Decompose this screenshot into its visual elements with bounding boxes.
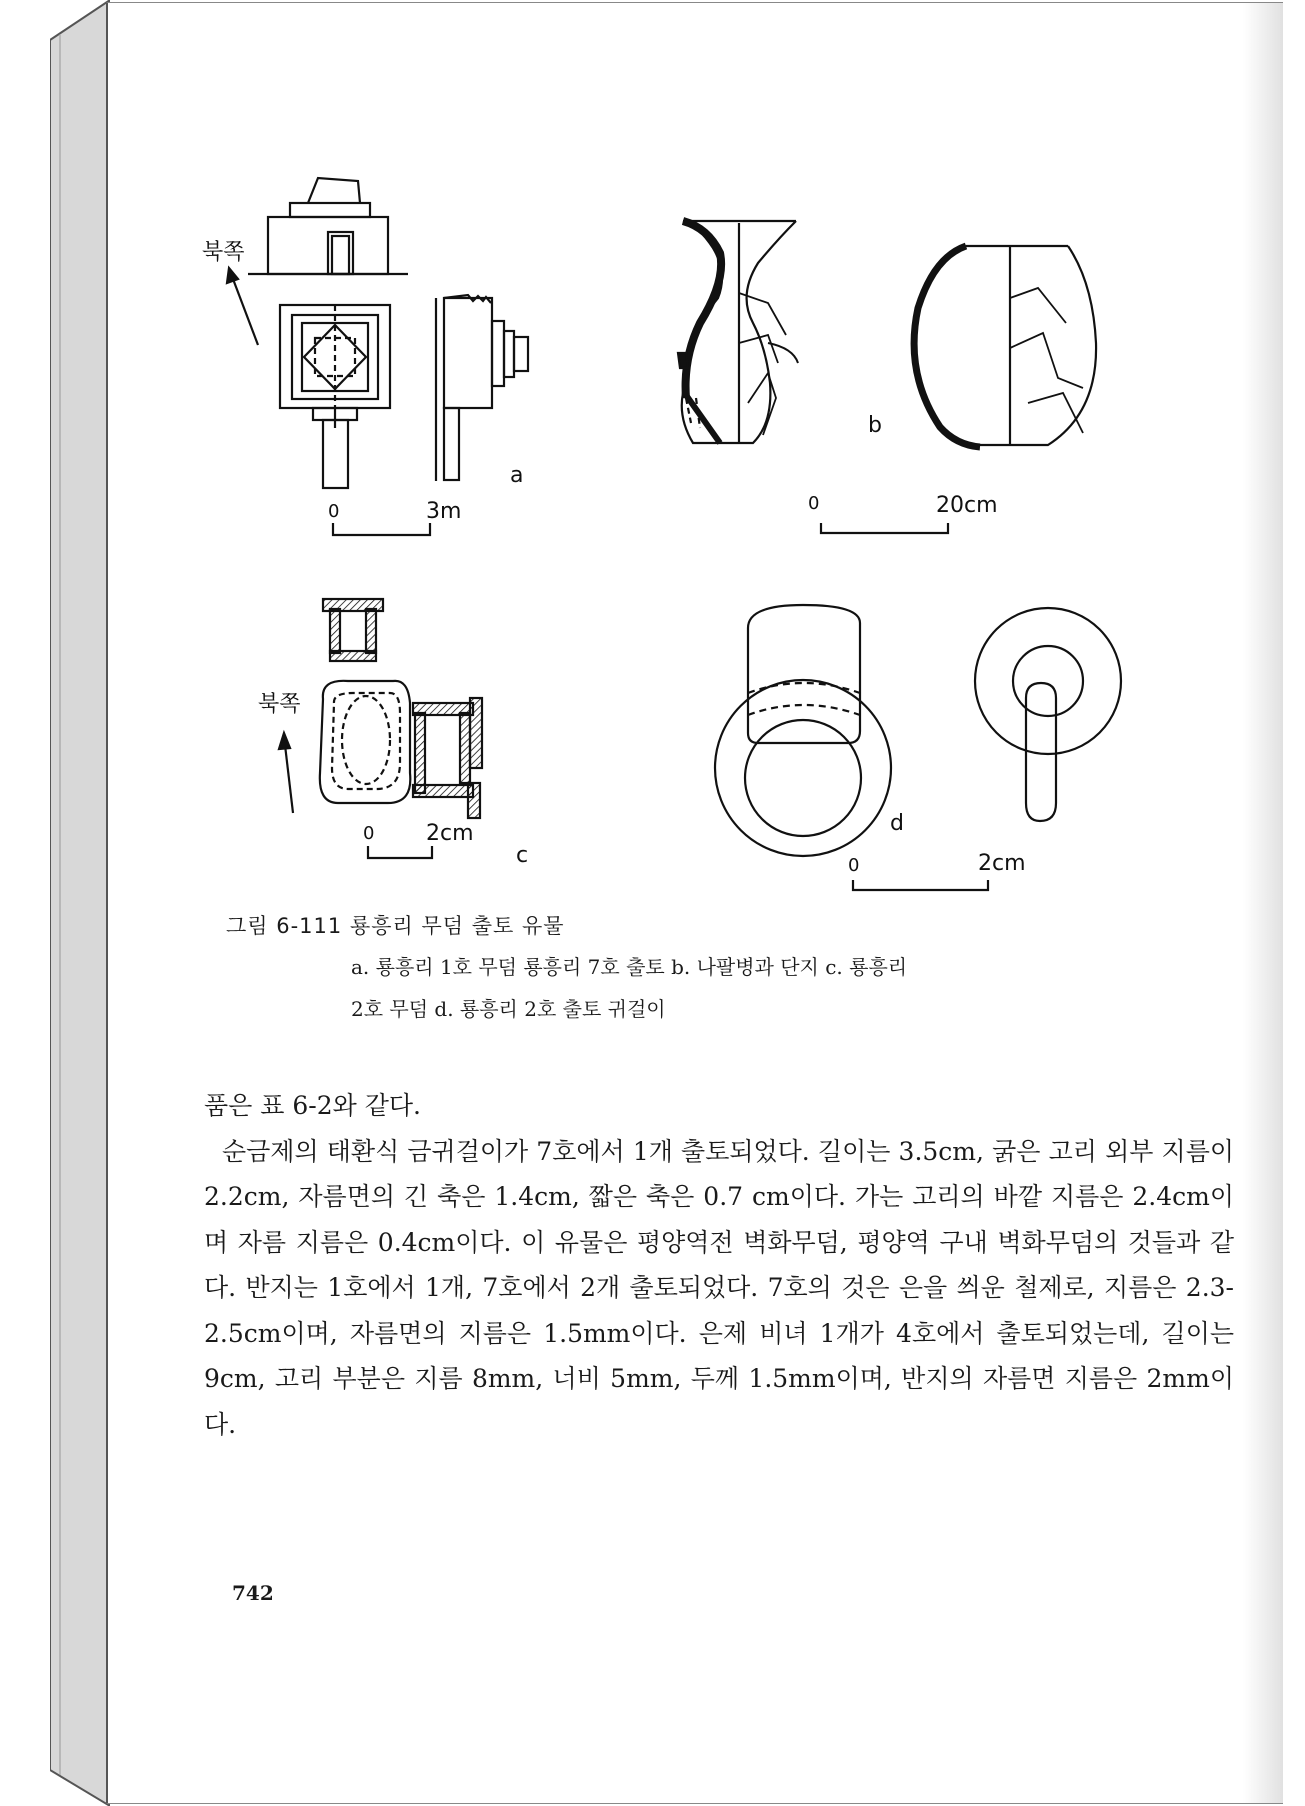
scale-d-end: 2cm (978, 851, 1026, 876)
scale-b-start: 0 (808, 493, 820, 514)
north-label-a: 북쪽 (202, 240, 245, 265)
earring-d (715, 605, 1121, 890)
panel-label-d: d (890, 811, 904, 836)
paragraph-1: 품은 표 6-2와 같다. (204, 1091, 421, 1120)
panel-label-b: b (868, 413, 882, 438)
scale-d-start: 0 (848, 855, 860, 876)
book-page (106, 2, 1283, 1804)
scale-a-start: 0 (328, 501, 340, 522)
body-text (204, 1083, 1234, 1447)
scale-c-end: 2cm (426, 821, 474, 846)
panel-label-a: a (510, 463, 524, 488)
book-spine (50, 0, 110, 1806)
caption-line-1: a. 룡흥리 1호 무덤 룡흥리 7호 출토 b. 나팔병과 단지 c. 룡흥리 (351, 955, 908, 979)
tomb-plan-a (227, 178, 528, 535)
figure-drawings (108, 3, 1283, 903)
paragraph-2: 순금제의 태환식 금귀걸이가 7호에서 1개 출토되었다. 길이는 3.5cm, 굵은 고리 외부 지름이 2.2cm, 자름면의 긴 축은 1.4cm, 짧은 축은 0.7 cm이다. 가는 고리의 바깥 지름은 2.4cm이며 자름 지름은 0.4cm이다. 이 유물은 평양역전 벽화무덤, 평양역 구내 벽화무덤의 것들과 같다. 반지는 1호에서 1개, 7호에서 2개 출토되었다. 7호의 것은 은을 씌운 철제로, 지름은 2.3-2.5cm이며, 자름면의 지름은 1.5mm이다. 은제 비녀 1개가 4호에서 출토되었는데, 길이는 9cm, 고리 부분은 지름 8mm, 너비 5mm, 두께 1.5mm이며, 반지의 자름면 지름은 2mm이다. (204, 1136, 1234, 1439)
caption-line-2: 2호 무덤 d. 룡흥리 2호 출토 귀걸이 (351, 997, 666, 1021)
figure-caption-body (351, 946, 1171, 1030)
scale-a-end: 3m (426, 499, 462, 524)
scale-c-start: 0 (363, 823, 375, 844)
panel-label-c: c (516, 843, 529, 868)
figure-caption-title: 그림 6-111 룡흥리 무덤 출토 유물 (226, 914, 565, 938)
tomb-model-c (279, 599, 482, 858)
page-number: 742 (232, 1581, 274, 1605)
north-label-c: 북쪽 (258, 692, 301, 717)
vessel-pair-b (678, 221, 1096, 533)
scale-b-end: 20cm (936, 493, 998, 518)
